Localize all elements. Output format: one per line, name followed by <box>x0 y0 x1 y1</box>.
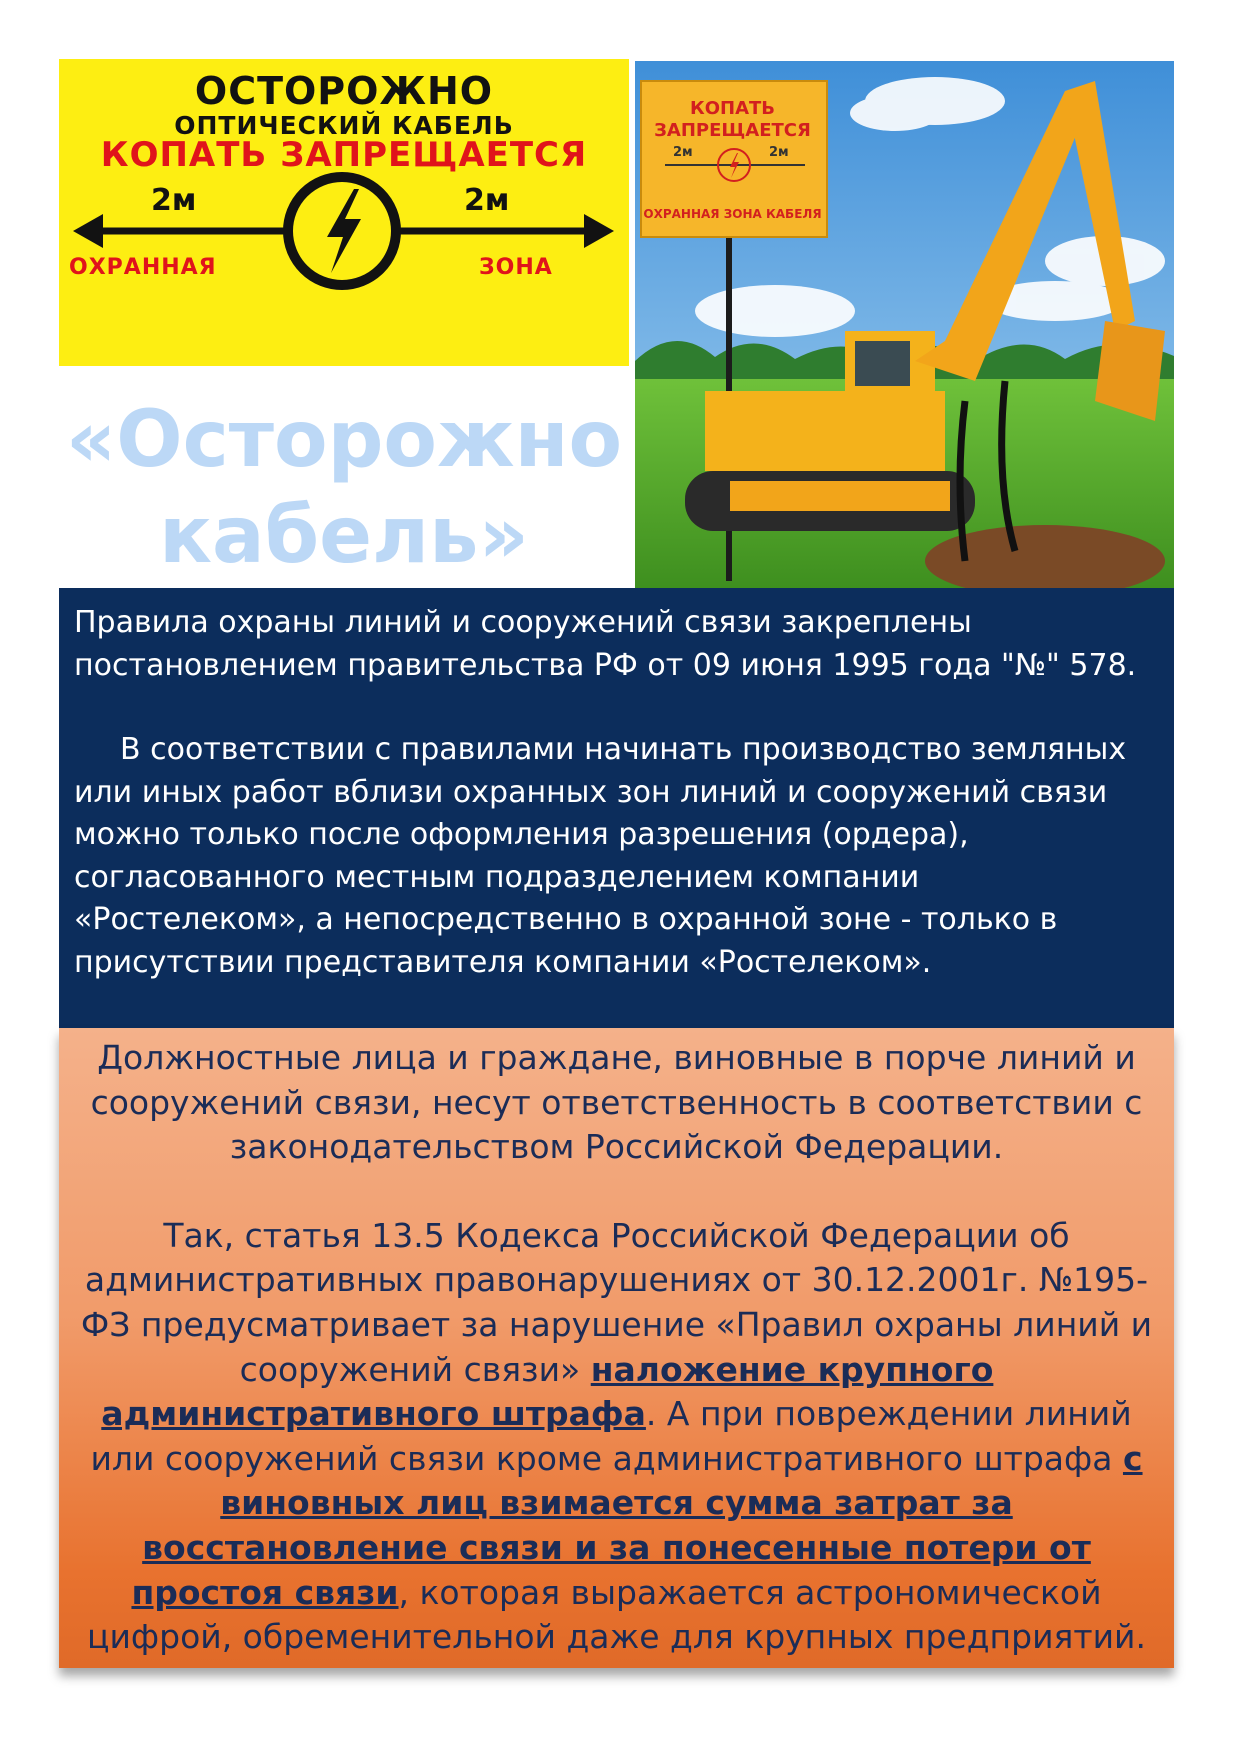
excavator-body <box>705 391 945 471</box>
liability-paragraph: Должностные лица и граждане, виновные в порче линий и сооружений связи, несут ответственность в соответствии с законодательством Российской Федерации. <box>90 1038 1143 1167</box>
title-line-2: кабель» <box>159 491 529 581</box>
penalty-text-2: . А при повреждении линий или сооружений связи кроме административного штрафа <box>90 1394 1132 1478</box>
warning-sign <box>59 59 629 366</box>
sign-left-distance: 2м <box>151 183 197 218</box>
sign-right-distance: 2м <box>464 183 510 218</box>
penalty-text-1: Так, статья 13.5 Кодекса Российской Федерации об административных правонарушениях от 30.12.2001г. №195-ФЗ предусматривает за нарушение «Правил охраны линий и сооружений связи» <box>80 1215 1153 1389</box>
penalty-paragraph <box>73 1214 1160 1660</box>
photo-sign-title: КОПАТЬ ЗАПРЕЩАЕТСЯ <box>654 98 811 141</box>
title-line-1: «Осторожно <box>65 395 623 485</box>
rules-info-block <box>59 588 1174 1028</box>
liability-info-block <box>59 1028 1174 1668</box>
penalty-text-3: , которая выражается астрономической цифрой, обременительной даже для крупных предприятий. <box>87 1572 1146 1657</box>
sign-cable-text: ОПТИЧЕСКИЙ КАБЕЛЬ <box>174 111 514 140</box>
rules-decree-paragraph: Правила охраны линий и сооружений связи закреплены постановлением правительства РФ от 09 июня 1995 года "№" 578. <box>74 605 1137 683</box>
sign-right-zone: ЗОНА <box>479 255 553 280</box>
sign-no-digging-text: КОПАТЬ ЗАПРЕЩАЕТСЯ <box>100 135 588 175</box>
fine-emphasis: наложение крупного административного штрафа <box>101 1349 994 1434</box>
left-arrowhead-icon <box>73 214 103 248</box>
excavator-photo <box>635 61 1174 588</box>
sign-caution-text: ОСТОРОЖНО <box>194 69 494 113</box>
track-frame <box>730 481 950 511</box>
rules-permit-paragraph: В соответствии с правилами начинать производство земляных или иных работ вблизи охранных зон линий и сооружений связи можно только после оформления разрешения (ордера), согласованного местным подразделением компании «Ростелеком», а непосредственно в охранной зоне - только в присутствии представителя компании «Ростелеком». <box>74 732 1127 980</box>
right-arrowhead-icon <box>584 214 614 248</box>
damages-emphasis: с виновных лиц взимается сумма затрат за восстановление связи и за понесенные потери от простоя связи <box>131 1438 1143 1612</box>
photo-sign-right-distance: 2м <box>769 145 789 160</box>
photo-sign-caption: ОХРАННАЯ ЗОНА КАБЕЛЯ <box>643 207 822 221</box>
sign-left-zone: ОХРАННАЯ <box>69 255 217 280</box>
page-title <box>59 392 629 584</box>
photo-sign-left-distance: 2м <box>673 145 693 160</box>
cab-window <box>855 341 910 386</box>
